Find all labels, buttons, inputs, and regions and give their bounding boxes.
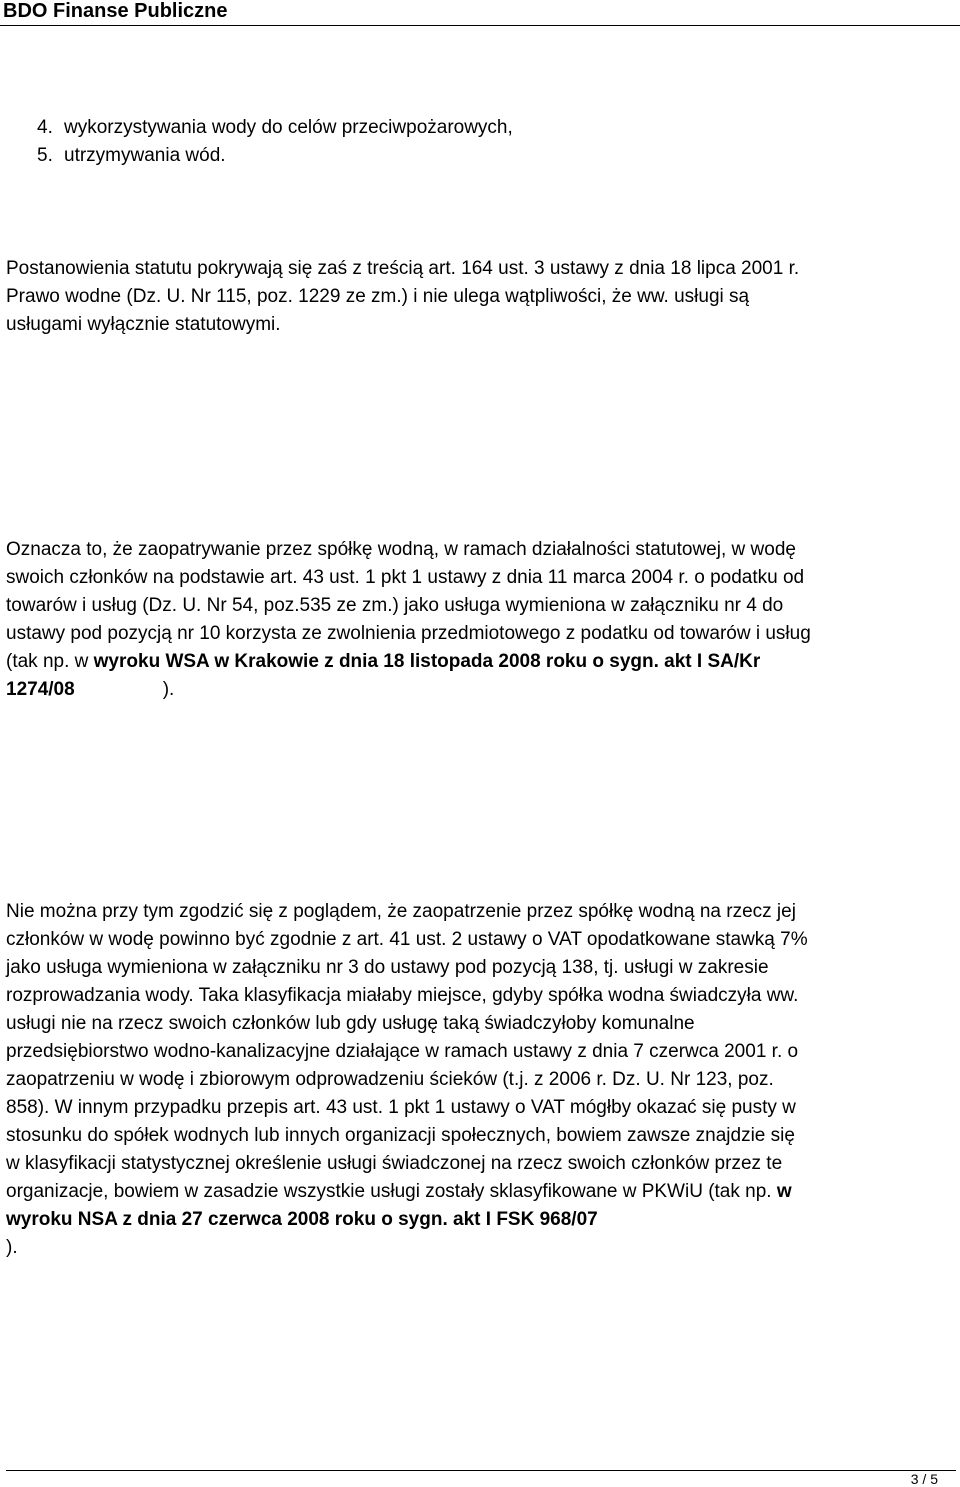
paragraph-statute (6, 255, 956, 339)
paragraph-line: zaopatrzeniu w wodę i zbiorowym odprowadzeniu ścieków (t.j. z 2006 r. Dz. U. Nr 123, poz. (6, 1069, 774, 1090)
court-ruling-reference: wyroku NSA z dnia 27 czerwca 2008 roku o sygn. akt I FSK 968/07 (6, 1209, 598, 1230)
header-title: BDO Finanse Publiczne (3, 0, 228, 22)
list-item-text: utrzymywania wód. (64, 145, 226, 166)
paragraph-line: przedsiębiorstwo wodno-kanalizacyjne działające w ramach ustawy z dnia 7 czerwca 2001 r. o (6, 1041, 799, 1062)
paragraph-line (6, 648, 956, 676)
paragraph-line: 858). W innym przypadku przepis art. 43 ust. 1 pkt 1 ustawy o VAT mógłby okazać się pusty w (6, 1097, 796, 1118)
page-number: 3 / 5 (910, 1471, 938, 1487)
paragraph-line: w klasyfikacji statystycznej określenie usługi świadczonej na rzecz swoich członków przez te (6, 1153, 783, 1174)
paragraph-text: organizacje, bowiem w zasadzie wszystkie usługi zostały sklasyfikowane w PKWiU (tak np. (6, 1181, 777, 1202)
paragraph-text: (tak np. w (6, 651, 94, 672)
paragraph-line: rozprowadzania wody. Taka klasyfikacja miałaby miejsce, gdyby spółka wodna świadczyła ww. (6, 985, 799, 1006)
paragraph-exemption (6, 536, 956, 704)
paragraph-line (6, 1178, 956, 1206)
paragraph-line: swoich członków na podstawie art. 43 ust. 1 pkt 1 ustawy z dnia 11 marca 2004 r. o podatku od (6, 567, 805, 588)
paragraph-line: usługi nie na rzecz swoich członków lub gdy usługę taką świadczyłoby komunalne (6, 1013, 695, 1034)
court-ruling-reference: w (776, 1181, 792, 1202)
paragraph-text: ). (162, 679, 175, 700)
paragraph-line: Nie można przy tym zgodzić się z poglądem, że zaopatrzenie przez spółkę wodną na rzecz jej (6, 901, 796, 922)
list-item-text: wykorzystywania wody do celów przeciwpożarowych, (64, 117, 513, 138)
paragraph-line: ustawy pod pozycją nr 10 korzysta ze zwolnienia przedmiotowego z podatku od towarów i usług (6, 623, 811, 644)
list-item (37, 114, 513, 142)
paragraph-line: jako usługa wymieniona w załączniku nr 3 do ustawy pod pozycją 138, tj. usługi w zakresie (6, 957, 769, 978)
paragraph-line: Postanowienia statutu pokrywają się zaś z treścią art. 164 ust. 3 ustawy z dnia 18 lipca 2001 r. (6, 258, 800, 279)
paragraph-line: ). (6, 1237, 18, 1258)
paragraph-line: Prawo wodne (Dz. U. Nr 115, poz. 1229 ze zm.) i nie ulega wątpliwości, że ww. usługi są (6, 286, 750, 307)
paragraph-line: Oznacza to, że zaopatrywanie przez spółkę wodną, w ramach działalności statutowej, w wodę (6, 539, 796, 560)
header-divider (0, 25, 960, 26)
paragraph-line: towarów i usług (Dz. U. Nr 54, poz.535 ze zm.) jako usługa wymieniona w załączniku nr 4 do (6, 595, 784, 616)
paragraph-line: stosunku do spółek wodnych lub innych organizacji społecznych, bowiem zawsze znajdzie się (6, 1125, 795, 1146)
footer-divider (6, 1470, 956, 1471)
court-ruling-reference: 1274/08 (6, 679, 75, 700)
page-header (0, 0, 960, 26)
court-ruling-reference: wyroku WSA w Krakowie z dnia 18 listopada 2008 roku o sygn. akt I SA/Kr (93, 651, 761, 672)
list-item-number: 5. (37, 145, 53, 166)
numbered-list (37, 114, 513, 170)
paragraph-line: członków w wodę powinno być zgodnie z art. 41 ust. 2 ustawy o VAT opodatkowane stawką 7% (6, 929, 808, 950)
list-item (37, 142, 513, 170)
paragraph-line (6, 676, 956, 704)
paragraph-line: usługami wyłącznie statutowymi. (6, 314, 281, 335)
paragraph-classification (6, 898, 956, 1262)
list-item-number: 4. (37, 117, 53, 138)
